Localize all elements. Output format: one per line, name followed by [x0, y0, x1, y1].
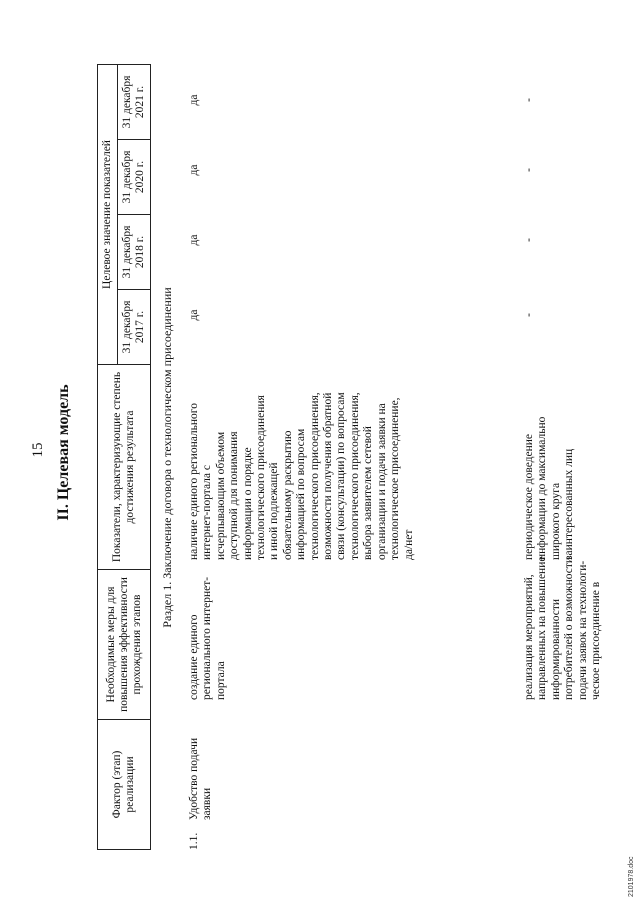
row-indicator: наличие единого регионального интернет-портала с исчерпывающим объемом доступной для понимания информации о порядке технологического присоединения и иной подлежащей обязательному раскрытию информацией по вопросам технологического присоединения, возможности получения обратной связи (консультации) по вопросам технологического присоединения, выбора заявителем сетевой организации и подачи заявки на технологическое присоединение, да/нет: [188, 392, 415, 560]
row-value-2021: -: [523, 98, 535, 102]
row-value-2020: да: [188, 164, 200, 176]
table-row: [523, 65, 623, 850]
header-target: Целевое значение показателей: [98, 64, 118, 364]
header-factor: Фактор (этап) реализации: [98, 720, 151, 850]
header-date-2020: 31 декабря 2020 г.: [118, 140, 151, 215]
row-value-2021: да: [188, 94, 200, 106]
table-row: [188, 65, 523, 850]
section-title: Раздел 1. Заключение договора о технологическом присоединении: [160, 287, 174, 628]
row-number: 1.1.: [188, 832, 200, 850]
row-value-2018: -: [523, 238, 535, 242]
target-model-table: [97, 64, 151, 850]
row-indicator: периодическое доведение информации до максимально широкого круга заинтересованных лиц: [523, 416, 576, 560]
footer-file-code: 2101978.doc: [628, 856, 635, 897]
header-date-2021: 31 декабря 2021 г.: [118, 64, 151, 139]
header-date-2017: 31 декабря 2017 г.: [118, 290, 151, 365]
row-factor: Удобство подачи заявки: [188, 737, 214, 820]
header-date-2018: 31 декабря 2018 г.: [118, 215, 151, 290]
header-measures: Необходимые меры для повышения эффективности прохождения этапов: [98, 570, 151, 720]
row-measure: создание единого регионального интернет-портала: [188, 576, 227, 700]
row-measure: реализация мероприятий, направленных на повышение информированности потребителей о возможности подачи заявок на технологи-ческое присоединение в: [523, 556, 603, 700]
row-value-2017: да: [188, 309, 200, 321]
row-value-2018: да: [188, 234, 200, 246]
header-indicators: Показатели, характеризующие степень достижения результата: [98, 365, 151, 570]
table-body: [188, 65, 623, 850]
row-value-2017: -: [523, 313, 535, 317]
section-heading: II. Целевая модель: [55, 384, 72, 521]
row-value-2020: -: [523, 168, 535, 172]
page-number: 15: [30, 442, 46, 458]
